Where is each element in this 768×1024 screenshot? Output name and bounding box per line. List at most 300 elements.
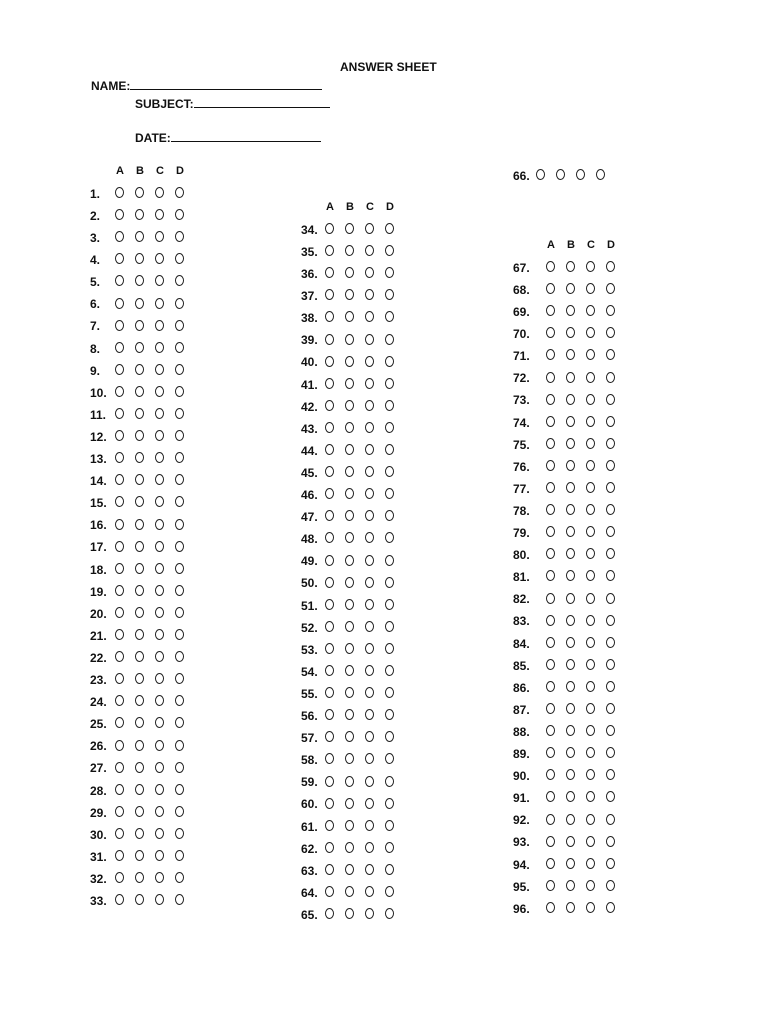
- answer-bubble-a[interactable]: [546, 681, 555, 692]
- answer-bubble-a[interactable]: [115, 563, 124, 574]
- answer-bubble-a[interactable]: [325, 488, 334, 499]
- answer-bubble-c[interactable]: [155, 496, 164, 507]
- answer-bubble-d[interactable]: [606, 615, 615, 626]
- answer-bubble-d[interactable]: [385, 289, 394, 300]
- answer-bubble-d[interactable]: [606, 438, 615, 449]
- answer-bubble-c[interactable]: [586, 460, 595, 471]
- answer-bubble-c[interactable]: [155, 717, 164, 728]
- answer-bubble-a[interactable]: [325, 311, 334, 322]
- answer-bubble-d[interactable]: [175, 784, 184, 795]
- answer-bubble-d[interactable]: [385, 820, 394, 831]
- answer-bubble-b[interactable]: [135, 231, 144, 242]
- answer-bubble-b[interactable]: [135, 320, 144, 331]
- answer-bubble-b[interactable]: [345, 776, 354, 787]
- answer-bubble-c[interactable]: [365, 223, 374, 234]
- answer-bubble-b[interactable]: [566, 814, 575, 825]
- answer-bubble-b[interactable]: [566, 416, 575, 427]
- answer-bubble-d[interactable]: [175, 231, 184, 242]
- answer-bubble-b[interactable]: [345, 908, 354, 919]
- answer-bubble-b[interactable]: [566, 305, 575, 316]
- answer-bubble-c[interactable]: [586, 615, 595, 626]
- answer-bubble-b[interactable]: [345, 289, 354, 300]
- answer-bubble-d[interactable]: [385, 621, 394, 632]
- answer-bubble-c[interactable]: [155, 651, 164, 662]
- answer-bubble-c[interactable]: [365, 908, 374, 919]
- answer-bubble-d[interactable]: [385, 510, 394, 521]
- answer-bubble-a[interactable]: [325, 422, 334, 433]
- answer-bubble-b[interactable]: [135, 474, 144, 485]
- answer-bubble-a[interactable]: [325, 444, 334, 455]
- answer-bubble-b[interactable]: [345, 378, 354, 389]
- answer-bubble-d[interactable]: [385, 643, 394, 654]
- answer-bubble-a[interactable]: [115, 541, 124, 552]
- answer-bubble-b[interactable]: [566, 615, 575, 626]
- answer-bubble-b[interactable]: [345, 687, 354, 698]
- answer-bubble-d[interactable]: [175, 474, 184, 485]
- answer-bubble-a[interactable]: [115, 607, 124, 618]
- answer-bubble-b[interactable]: [135, 364, 144, 375]
- answer-bubble-a[interactable]: [546, 769, 555, 780]
- answer-bubble-d[interactable]: [175, 430, 184, 441]
- answer-bubble-a[interactable]: [115, 408, 124, 419]
- answer-bubble-a[interactable]: [325, 223, 334, 234]
- answer-bubble-d[interactable]: [606, 836, 615, 847]
- answer-bubble-a[interactable]: [546, 526, 555, 537]
- answer-bubble-b[interactable]: [566, 349, 575, 360]
- answer-bubble-b[interactable]: [566, 438, 575, 449]
- name-blank-line[interactable]: [130, 78, 322, 90]
- answer-bubble-c[interactable]: [155, 673, 164, 684]
- answer-bubble-d[interactable]: [175, 651, 184, 662]
- answer-bubble-c[interactable]: [586, 548, 595, 559]
- answer-bubble-c[interactable]: [586, 814, 595, 825]
- answer-bubble-c[interactable]: [586, 372, 595, 383]
- answer-bubble-b[interactable]: [135, 275, 144, 286]
- answer-bubble-d[interactable]: [385, 488, 394, 499]
- answer-bubble-b[interactable]: [566, 769, 575, 780]
- answer-bubble-c[interactable]: [586, 593, 595, 604]
- answer-bubble-c[interactable]: [155, 872, 164, 883]
- answer-bubble-a[interactable]: [115, 209, 124, 220]
- answer-bubble-a[interactable]: [115, 364, 124, 375]
- answer-bubble-c[interactable]: [365, 444, 374, 455]
- answer-bubble-c[interactable]: [586, 504, 595, 515]
- answer-bubble-c[interactable]: [155, 298, 164, 309]
- answer-bubble-a[interactable]: [115, 187, 124, 198]
- answer-bubble-d[interactable]: [606, 394, 615, 405]
- answer-bubble-c[interactable]: [586, 681, 595, 692]
- answer-bubble-b[interactable]: [345, 577, 354, 588]
- answer-bubble-c[interactable]: [155, 695, 164, 706]
- answer-bubble-c[interactable]: [155, 187, 164, 198]
- answer-bubble-c[interactable]: [365, 621, 374, 632]
- answer-bubble-a[interactable]: [546, 504, 555, 515]
- answer-bubble-b[interactable]: [345, 400, 354, 411]
- answer-bubble-d[interactable]: [385, 709, 394, 720]
- answer-bubble-c[interactable]: [155, 386, 164, 397]
- answer-bubble-d[interactable]: [606, 703, 615, 714]
- answer-bubble-d[interactable]: [606, 504, 615, 515]
- answer-bubble-a[interactable]: [325, 267, 334, 278]
- answer-bubble-a[interactable]: [325, 731, 334, 742]
- answer-bubble-d[interactable]: [175, 253, 184, 264]
- answer-bubble-b[interactable]: [135, 496, 144, 507]
- answer-bubble-c[interactable]: [586, 769, 595, 780]
- answer-bubble-b[interactable]: [345, 709, 354, 720]
- answer-bubble-c[interactable]: [155, 452, 164, 463]
- answer-bubble-c[interactable]: [365, 488, 374, 499]
- answer-bubble-a[interactable]: [546, 394, 555, 405]
- answer-bubble-a[interactable]: [536, 169, 545, 180]
- answer-bubble-d[interactable]: [385, 267, 394, 278]
- answer-bubble-b[interactable]: [566, 548, 575, 559]
- answer-bubble-b[interactable]: [566, 880, 575, 891]
- answer-bubble-d[interactable]: [385, 886, 394, 897]
- answer-bubble-a[interactable]: [115, 740, 124, 751]
- answer-bubble-b[interactable]: [345, 864, 354, 875]
- answer-bubble-d[interactable]: [175, 607, 184, 618]
- answer-bubble-b[interactable]: [345, 444, 354, 455]
- answer-bubble-a[interactable]: [546, 593, 555, 604]
- answer-bubble-a[interactable]: [325, 555, 334, 566]
- answer-bubble-a[interactable]: [115, 762, 124, 773]
- answer-bubble-d[interactable]: [175, 541, 184, 552]
- answer-bubble-a[interactable]: [115, 342, 124, 353]
- answer-bubble-d[interactable]: [175, 320, 184, 331]
- answer-bubble-b[interactable]: [566, 791, 575, 802]
- answer-bubble-b[interactable]: [135, 784, 144, 795]
- answer-bubble-a[interactable]: [115, 717, 124, 728]
- answer-bubble-b[interactable]: [135, 386, 144, 397]
- answer-bubble-a[interactable]: [325, 886, 334, 897]
- answer-bubble-b[interactable]: [345, 753, 354, 764]
- answer-bubble-b[interactable]: [345, 555, 354, 566]
- answer-bubble-b[interactable]: [566, 725, 575, 736]
- answer-bubble-c[interactable]: [586, 570, 595, 581]
- answer-bubble-b[interactable]: [135, 519, 144, 530]
- answer-bubble-b[interactable]: [345, 422, 354, 433]
- answer-bubble-d[interactable]: [175, 298, 184, 309]
- answer-bubble-a[interactable]: [325, 709, 334, 720]
- answer-bubble-d[interactable]: [606, 327, 615, 338]
- answer-bubble-c[interactable]: [586, 637, 595, 648]
- answer-bubble-d[interactable]: [385, 466, 394, 477]
- answer-bubble-b[interactable]: [566, 747, 575, 758]
- answer-bubble-b[interactable]: [345, 311, 354, 322]
- answer-bubble-d[interactable]: [606, 548, 615, 559]
- answer-bubble-d[interactable]: [385, 311, 394, 322]
- answer-bubble-a[interactable]: [115, 496, 124, 507]
- answer-bubble-c[interactable]: [586, 438, 595, 449]
- answer-bubble-d[interactable]: [175, 762, 184, 773]
- answer-bubble-d[interactable]: [596, 169, 605, 180]
- answer-bubble-c[interactable]: [586, 327, 595, 338]
- answer-bubble-d[interactable]: [606, 261, 615, 272]
- answer-bubble-d[interactable]: [175, 806, 184, 817]
- answer-bubble-d[interactable]: [385, 599, 394, 610]
- answer-bubble-b[interactable]: [135, 563, 144, 574]
- answer-bubble-d[interactable]: [385, 444, 394, 455]
- answer-bubble-d[interactable]: [385, 753, 394, 764]
- answer-bubble-a[interactable]: [546, 858, 555, 869]
- answer-bubble-a[interactable]: [546, 637, 555, 648]
- answer-bubble-d[interactable]: [175, 408, 184, 419]
- answer-bubble-c[interactable]: [155, 519, 164, 530]
- answer-bubble-a[interactable]: [546, 659, 555, 670]
- answer-bubble-c[interactable]: [365, 555, 374, 566]
- answer-bubble-b[interactable]: [566, 681, 575, 692]
- answer-bubble-d[interactable]: [175, 872, 184, 883]
- answer-bubble-d[interactable]: [606, 747, 615, 758]
- answer-bubble-d[interactable]: [606, 283, 615, 294]
- answer-bubble-b[interactable]: [135, 430, 144, 441]
- answer-bubble-a[interactable]: [546, 305, 555, 316]
- answer-bubble-c[interactable]: [365, 400, 374, 411]
- answer-bubble-b[interactable]: [566, 372, 575, 383]
- answer-bubble-d[interactable]: [385, 223, 394, 234]
- answer-bubble-d[interactable]: [385, 245, 394, 256]
- answer-bubble-c[interactable]: [365, 577, 374, 588]
- answer-bubble-b[interactable]: [566, 283, 575, 294]
- answer-bubble-d[interactable]: [385, 864, 394, 875]
- answer-bubble-a[interactable]: [546, 416, 555, 427]
- answer-bubble-b[interactable]: [566, 703, 575, 714]
- answer-bubble-d[interactable]: [606, 902, 615, 913]
- answer-bubble-a[interactable]: [115, 651, 124, 662]
- answer-bubble-a[interactable]: [546, 349, 555, 360]
- answer-bubble-b[interactable]: [135, 187, 144, 198]
- answer-bubble-b[interactable]: [345, 356, 354, 367]
- answer-bubble-c[interactable]: [586, 349, 595, 360]
- answer-bubble-c[interactable]: [155, 784, 164, 795]
- answer-bubble-a[interactable]: [546, 548, 555, 559]
- answer-bubble-c[interactable]: [365, 599, 374, 610]
- answer-bubble-a[interactable]: [325, 532, 334, 543]
- answer-bubble-a[interactable]: [546, 902, 555, 913]
- answer-bubble-c[interactable]: [155, 762, 164, 773]
- answer-bubble-d[interactable]: [385, 378, 394, 389]
- answer-bubble-c[interactable]: [365, 842, 374, 853]
- answer-bubble-b[interactable]: [135, 673, 144, 684]
- answer-bubble-b[interactable]: [135, 651, 144, 662]
- answer-bubble-d[interactable]: [175, 187, 184, 198]
- answer-bubble-a[interactable]: [546, 615, 555, 626]
- answer-bubble-d[interactable]: [606, 570, 615, 581]
- answer-bubble-c[interactable]: [365, 665, 374, 676]
- answer-bubble-c[interactable]: [155, 828, 164, 839]
- answer-bubble-c[interactable]: [586, 902, 595, 913]
- answer-bubble-c[interactable]: [155, 364, 164, 375]
- answer-bubble-d[interactable]: [606, 814, 615, 825]
- answer-bubble-d[interactable]: [175, 364, 184, 375]
- answer-bubble-a[interactable]: [325, 245, 334, 256]
- answer-bubble-a[interactable]: [546, 570, 555, 581]
- answer-bubble-a[interactable]: [115, 894, 124, 905]
- answer-bubble-a[interactable]: [325, 753, 334, 764]
- answer-bubble-d[interactable]: [606, 593, 615, 604]
- answer-bubble-b[interactable]: [135, 452, 144, 463]
- answer-bubble-b[interactable]: [135, 894, 144, 905]
- date-blank-line[interactable]: [171, 130, 321, 142]
- answer-bubble-c[interactable]: [365, 864, 374, 875]
- answer-bubble-d[interactable]: [606, 372, 615, 383]
- answer-bubble-b[interactable]: [135, 607, 144, 618]
- answer-bubble-b[interactable]: [566, 637, 575, 648]
- answer-bubble-c[interactable]: [365, 311, 374, 322]
- answer-bubble-d[interactable]: [385, 798, 394, 809]
- answer-bubble-d[interactable]: [606, 482, 615, 493]
- answer-bubble-a[interactable]: [325, 687, 334, 698]
- answer-bubble-c[interactable]: [586, 858, 595, 869]
- answer-bubble-c[interactable]: [365, 356, 374, 367]
- answer-bubble-a[interactable]: [546, 283, 555, 294]
- answer-bubble-d[interactable]: [385, 555, 394, 566]
- answer-bubble-a[interactable]: [115, 695, 124, 706]
- answer-bubble-d[interactable]: [606, 526, 615, 537]
- answer-bubble-a[interactable]: [115, 585, 124, 596]
- answer-bubble-a[interactable]: [115, 386, 124, 397]
- answer-bubble-b[interactable]: [345, 842, 354, 853]
- answer-bubble-a[interactable]: [325, 510, 334, 521]
- answer-bubble-c[interactable]: [155, 320, 164, 331]
- answer-bubble-a[interactable]: [325, 798, 334, 809]
- answer-bubble-c[interactable]: [155, 253, 164, 264]
- answer-bubble-b[interactable]: [135, 850, 144, 861]
- answer-bubble-a[interactable]: [546, 482, 555, 493]
- answer-bubble-b[interactable]: [345, 886, 354, 897]
- answer-bubble-a[interactable]: [546, 703, 555, 714]
- answer-bubble-c[interactable]: [365, 245, 374, 256]
- answer-bubble-c[interactable]: [365, 731, 374, 742]
- answer-bubble-c[interactable]: [365, 334, 374, 345]
- answer-bubble-b[interactable]: [566, 504, 575, 515]
- answer-bubble-a[interactable]: [115, 629, 124, 640]
- answer-bubble-c[interactable]: [155, 629, 164, 640]
- answer-bubble-d[interactable]: [606, 791, 615, 802]
- answer-bubble-a[interactable]: [325, 356, 334, 367]
- answer-bubble-b[interactable]: [345, 798, 354, 809]
- answer-bubble-b[interactable]: [135, 828, 144, 839]
- answer-bubble-a[interactable]: [325, 842, 334, 853]
- answer-bubble-b[interactable]: [345, 599, 354, 610]
- answer-bubble-d[interactable]: [606, 880, 615, 891]
- answer-bubble-a[interactable]: [115, 519, 124, 530]
- answer-bubble-b[interactable]: [135, 740, 144, 751]
- answer-bubble-d[interactable]: [606, 460, 615, 471]
- answer-bubble-c[interactable]: [365, 776, 374, 787]
- answer-bubble-a[interactable]: [115, 430, 124, 441]
- answer-bubble-b[interactable]: [345, 245, 354, 256]
- answer-bubble-a[interactable]: [546, 327, 555, 338]
- answer-bubble-d[interactable]: [175, 209, 184, 220]
- answer-bubble-d[interactable]: [385, 334, 394, 345]
- answer-bubble-c[interactable]: [155, 275, 164, 286]
- answer-bubble-c[interactable]: [155, 894, 164, 905]
- answer-bubble-a[interactable]: [546, 747, 555, 758]
- answer-bubble-b[interactable]: [566, 593, 575, 604]
- answer-bubble-a[interactable]: [115, 275, 124, 286]
- answer-bubble-d[interactable]: [175, 386, 184, 397]
- answer-bubble-d[interactable]: [175, 850, 184, 861]
- answer-bubble-d[interactable]: [385, 687, 394, 698]
- answer-bubble-b[interactable]: [345, 731, 354, 742]
- answer-bubble-a[interactable]: [546, 438, 555, 449]
- answer-bubble-d[interactable]: [385, 731, 394, 742]
- answer-bubble-d[interactable]: [606, 305, 615, 316]
- answer-bubble-d[interactable]: [175, 452, 184, 463]
- answer-bubble-c[interactable]: [365, 510, 374, 521]
- answer-bubble-a[interactable]: [546, 880, 555, 891]
- answer-bubble-d[interactable]: [175, 894, 184, 905]
- answer-bubble-c[interactable]: [365, 422, 374, 433]
- answer-bubble-c[interactable]: [155, 850, 164, 861]
- answer-bubble-c[interactable]: [155, 541, 164, 552]
- answer-bubble-b[interactable]: [135, 253, 144, 264]
- answer-bubble-a[interactable]: [325, 466, 334, 477]
- answer-bubble-c[interactable]: [365, 798, 374, 809]
- answer-bubble-c[interactable]: [365, 820, 374, 831]
- answer-bubble-b[interactable]: [566, 836, 575, 847]
- answer-bubble-b[interactable]: [135, 585, 144, 596]
- answer-bubble-c[interactable]: [586, 791, 595, 802]
- answer-bubble-c[interactable]: [365, 378, 374, 389]
- answer-bubble-a[interactable]: [115, 253, 124, 264]
- answer-bubble-b[interactable]: [566, 394, 575, 405]
- answer-bubble-b[interactable]: [345, 820, 354, 831]
- answer-bubble-c[interactable]: [155, 607, 164, 618]
- answer-bubble-b[interactable]: [135, 629, 144, 640]
- answer-bubble-a[interactable]: [115, 474, 124, 485]
- answer-bubble-c[interactable]: [365, 466, 374, 477]
- answer-bubble-b[interactable]: [345, 488, 354, 499]
- answer-bubble-c[interactable]: [586, 394, 595, 405]
- answer-bubble-c[interactable]: [155, 806, 164, 817]
- answer-bubble-c[interactable]: [365, 532, 374, 543]
- answer-bubble-b[interactable]: [556, 169, 565, 180]
- answer-bubble-d[interactable]: [175, 342, 184, 353]
- answer-bubble-c[interactable]: [365, 267, 374, 278]
- answer-bubble-a[interactable]: [546, 791, 555, 802]
- answer-bubble-d[interactable]: [385, 422, 394, 433]
- answer-bubble-b[interactable]: [345, 643, 354, 654]
- answer-bubble-a[interactable]: [115, 231, 124, 242]
- answer-bubble-c[interactable]: [365, 709, 374, 720]
- answer-bubble-b[interactable]: [135, 541, 144, 552]
- answer-bubble-c[interactable]: [586, 416, 595, 427]
- answer-bubble-c[interactable]: [155, 563, 164, 574]
- answer-bubble-a[interactable]: [546, 460, 555, 471]
- answer-bubble-d[interactable]: [606, 659, 615, 670]
- answer-bubble-b[interactable]: [345, 267, 354, 278]
- answer-bubble-b[interactable]: [135, 717, 144, 728]
- answer-bubble-d[interactable]: [175, 673, 184, 684]
- answer-bubble-b[interactable]: [345, 510, 354, 521]
- answer-bubble-c[interactable]: [155, 231, 164, 242]
- answer-bubble-c[interactable]: [365, 687, 374, 698]
- answer-bubble-c[interactable]: [586, 703, 595, 714]
- answer-bubble-c[interactable]: [365, 753, 374, 764]
- answer-bubble-d[interactable]: [175, 275, 184, 286]
- answer-bubble-a[interactable]: [546, 261, 555, 272]
- answer-bubble-c[interactable]: [586, 659, 595, 670]
- answer-bubble-b[interactable]: [135, 342, 144, 353]
- answer-bubble-b[interactable]: [135, 806, 144, 817]
- answer-bubble-b[interactable]: [566, 526, 575, 537]
- answer-bubble-d[interactable]: [385, 577, 394, 588]
- answer-bubble-a[interactable]: [325, 378, 334, 389]
- answer-bubble-a[interactable]: [115, 828, 124, 839]
- answer-bubble-d[interactable]: [606, 769, 615, 780]
